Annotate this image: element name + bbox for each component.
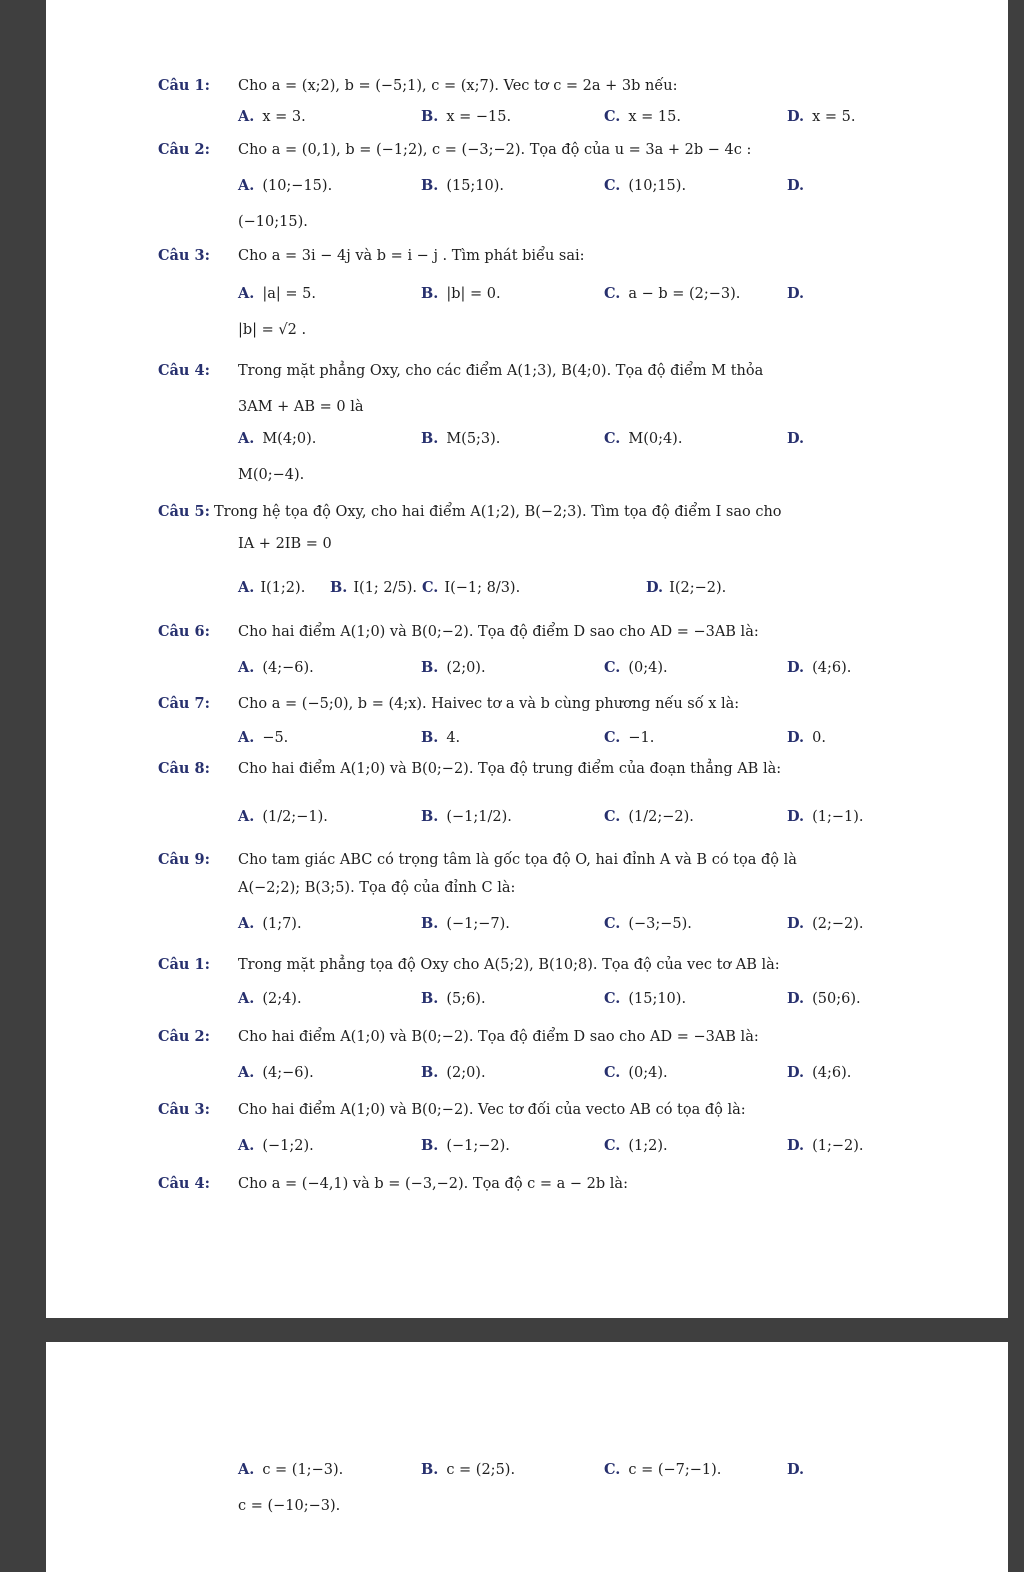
option-b: B. (5;6). bbox=[421, 990, 486, 1007]
option-c: C. a − b = (2;−3). bbox=[604, 285, 741, 302]
question-6 bbox=[158, 622, 948, 678]
question-text: Cho a = (−5;0), b = (4;x). Haivec tơ a và b cùng phương nếu số x là: bbox=[238, 696, 740, 712]
option-a: A. (2;4). bbox=[238, 990, 302, 1007]
question-label: Câu 8: bbox=[158, 760, 210, 777]
question-label: Câu 2: bbox=[158, 1028, 210, 1045]
question-12 bbox=[158, 1100, 948, 1156]
option-a: A. (−1;2). bbox=[238, 1137, 314, 1154]
option-c: C. −1. bbox=[604, 729, 655, 746]
page-1 bbox=[46, 0, 1008, 1318]
option-b: B. (2;0). bbox=[421, 659, 486, 676]
option-b: B. x = −15. bbox=[421, 108, 512, 125]
question-3 bbox=[158, 246, 948, 340]
option-d: D. bbox=[787, 430, 805, 447]
option-c: C. x = 15. bbox=[604, 108, 681, 125]
option-d-value: M(0;−4). bbox=[238, 467, 305, 483]
option-d: D. I(2;−2). bbox=[646, 579, 727, 596]
question-label: Câu 2: bbox=[158, 141, 210, 158]
question-text: Cho a = (x;2), b = (−5;1), c = (x;7). Vec tơ c = 2a + 3b nếu: bbox=[238, 78, 678, 94]
option-d: D. x = 5. bbox=[787, 108, 856, 125]
question-label: Câu 4: bbox=[158, 1175, 210, 1192]
option-b: B. (−1;1/2). bbox=[421, 808, 512, 825]
question-11 bbox=[158, 1027, 948, 1083]
question-text: Cho hai điểm A(1;0) và B(0;−2). Vec tơ đối của vecto AB có tọa độ là: bbox=[238, 1102, 746, 1118]
option-d: D. (4;6). bbox=[787, 659, 852, 676]
option-a: A. M(4;0). bbox=[238, 430, 317, 447]
option-b: B. (−1;−2). bbox=[421, 1137, 510, 1154]
question-8 bbox=[158, 759, 948, 827]
question-label: Câu 6: bbox=[158, 623, 210, 640]
question-5 bbox=[158, 502, 948, 598]
option-c: C. (−3;−5). bbox=[604, 915, 692, 932]
option-a: A. I(1;2). bbox=[238, 579, 306, 596]
question-1 bbox=[158, 76, 948, 127]
option-c: C. M(0;4). bbox=[604, 430, 683, 447]
option-d: D. (1;−2). bbox=[787, 1137, 864, 1154]
option-d: D. 0. bbox=[787, 729, 826, 746]
option-a: A. |a| = 5. bbox=[238, 285, 316, 302]
option-c: C. (0;4). bbox=[604, 659, 668, 676]
question-text-cont: 3AM + AB = 0 là bbox=[238, 399, 364, 415]
option-d-value: c = (−10;−3). bbox=[238, 1498, 341, 1514]
question-label: Câu 4: bbox=[158, 362, 210, 379]
option-b: B. (−1;−7). bbox=[421, 915, 510, 932]
question-text: Cho a = (0,1), b = (−1;2), c = (−3;−2). Tọa độ của u = 3a + 2b − 4c : bbox=[238, 142, 752, 158]
question-label: Câu 3: bbox=[158, 1101, 210, 1118]
option-b: B. c = (2;5). bbox=[421, 1461, 516, 1478]
question-text: Cho a = (−4,1) và b = (−3,−2). Tọa độ c = a − 2b là: bbox=[238, 1176, 628, 1192]
option-d: D. (2;−2). bbox=[787, 915, 864, 932]
option-b: B. (2;0). bbox=[421, 1064, 486, 1081]
option-d: D. bbox=[787, 1461, 805, 1478]
option-d: D. (50;6). bbox=[787, 990, 861, 1007]
question-label: Câu 7: bbox=[158, 695, 210, 712]
option-a: A. (1/2;−1). bbox=[238, 808, 328, 825]
option-c: C. I(−1; 8/3). bbox=[422, 579, 521, 596]
option-b: B. I(1; 2/5). bbox=[330, 579, 418, 596]
question-text: Trong mặt phẳng Oxy, cho các điểm A(1;3), B(4;0). Tọa độ điểm M thỏa bbox=[238, 363, 764, 379]
question-text: Cho a = 3i − 4j và b = i − j . Tìm phát biểu sai: bbox=[238, 248, 585, 264]
question-text-cont: IA + 2IB = 0 bbox=[238, 536, 332, 552]
question-7 bbox=[158, 694, 948, 748]
question-10 bbox=[158, 955, 948, 1009]
option-a: A. −5. bbox=[238, 729, 289, 746]
option-d-value: (−10;15). bbox=[238, 214, 308, 230]
option-d: D. bbox=[787, 285, 805, 302]
question-text: Trong hệ tọa độ Oxy, cho hai điểm A(1;2), B(−2;3). Tìm tọa độ điểm I sao cho bbox=[213, 504, 782, 520]
question-2 bbox=[158, 140, 948, 232]
option-c: C. (15;10). bbox=[604, 990, 687, 1007]
option-a: A. x = 3. bbox=[238, 108, 306, 125]
question-text: Cho tam giác ABC có trọng tâm là gốc tọa độ O, hai đỉnh A và B có tọa độ là bbox=[238, 852, 797, 868]
option-a: A. c = (1;−3). bbox=[238, 1461, 344, 1478]
option-b: B. |b| = 0. bbox=[421, 285, 501, 302]
option-a: A. (10;−15). bbox=[238, 177, 333, 194]
question-13-options bbox=[158, 1460, 948, 1516]
question-label: Câu 1: bbox=[158, 956, 210, 973]
option-a: A. (4;−6). bbox=[238, 1064, 314, 1081]
option-a: A. (1;7). bbox=[238, 915, 302, 932]
option-b: B. (15;10). bbox=[421, 177, 505, 194]
option-d: D. bbox=[787, 177, 805, 194]
question-4 bbox=[158, 361, 948, 485]
option-d: D. (1;−1). bbox=[787, 808, 864, 825]
question-label: Câu 3: bbox=[158, 247, 210, 264]
question-label: Câu 9: bbox=[158, 851, 210, 868]
question-text: Cho hai điểm A(1;0) và B(0;−2). Tọa độ điểm D sao cho AD = −3AB là: bbox=[238, 624, 759, 640]
option-c: C. c = (−7;−1). bbox=[604, 1461, 722, 1478]
question-label: Câu 1: bbox=[158, 77, 210, 94]
page-2 bbox=[46, 1342, 1008, 1572]
option-c: C. (10;15). bbox=[604, 177, 687, 194]
question-text: Cho hai điểm A(1;0) và B(0;−2). Tọa độ điểm D sao cho AD = −3AB là: bbox=[238, 1029, 759, 1045]
option-c: C. (1;2). bbox=[604, 1137, 668, 1154]
option-a: A. (4;−6). bbox=[238, 659, 314, 676]
question-text: Cho hai điểm A(1;0) và B(0;−2). Tọa độ trung điểm của đoạn thẳng AB là: bbox=[238, 761, 782, 777]
option-b: B. M(5;3). bbox=[421, 430, 501, 447]
question-13 bbox=[158, 1174, 948, 1194]
question-9 bbox=[158, 850, 948, 934]
option-c: C. (1/2;−2). bbox=[604, 808, 694, 825]
option-d-value: |b| = √2 . bbox=[238, 322, 307, 338]
option-c: C. (0;4). bbox=[604, 1064, 668, 1081]
question-text: Trong mặt phẳng tọa độ Oxy cho A(5;2), B(10;8). Tọa độ của vec tơ AB là: bbox=[238, 957, 780, 973]
question-text-cont: A(−2;2); B(3;5). Tọa độ của đỉnh C là: bbox=[238, 880, 516, 896]
option-d: D. (4;6). bbox=[787, 1064, 852, 1081]
question-label: Câu 5: bbox=[158, 503, 210, 520]
option-b: B. 4. bbox=[421, 729, 461, 746]
